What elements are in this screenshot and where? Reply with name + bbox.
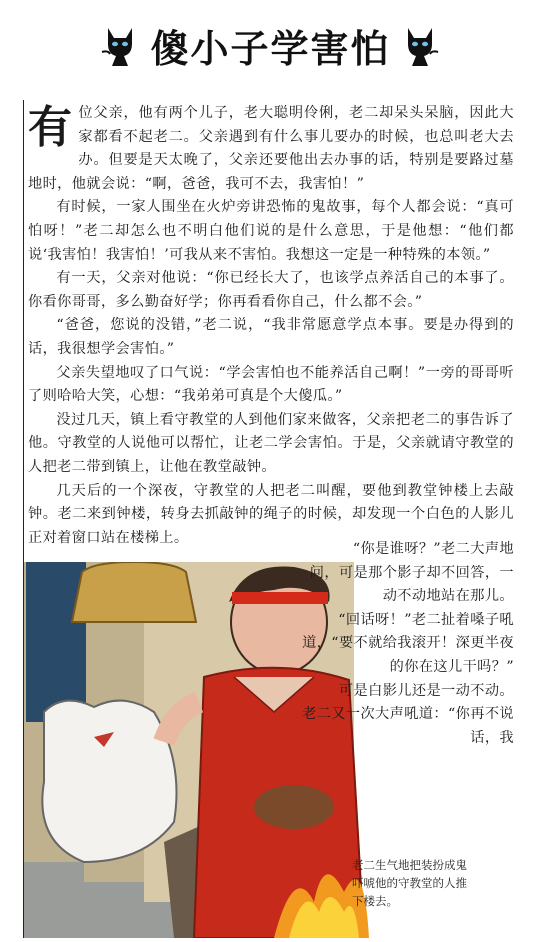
paragraph: 有位父亲，他有两个儿子，老大聪明伶俐，老二却呆头呆脑，因此大家都看不起老二。父亲遇到有什么事儿要办的时候，也总叫老大去办。但要是天太晚了，父亲还要他出去办事的话，特别是要路过墓地时，他就会说：“啊，爸爸，我可不去，我害怕！” <box>28 102 514 192</box>
side-paragraph: “你是谁呀？”老二大声地问，可是那个影子却不回答，一动不动地站在那儿。 <box>309 541 514 605</box>
black-cat-icon <box>398 22 442 68</box>
page-title: 傻小子学害怕 <box>150 27 391 71</box>
paragraph: 没过几天，镇上看守教堂的人到他们家来做客，父亲把老二的事告诉了他。守教堂的人说他可以帮忙，让老二学会害怕。于是，父亲就请守教堂的人把老二带到镇上，让他在教堂敲钟。 <box>28 411 514 475</box>
paragraph: 有时候，一家人围坐在火炉旁讲恐怖的鬼故事，每个人都会说：“真可怕呀！”老二却怎么也不明白他们说的是什么意思，于是他想：“他们都说‘我害怕！我害怕！’可我从来不害怕。我想这一定是一种特殊的本领。” <box>28 199 514 263</box>
side-paragraph: 可是白影儿还是一动不动。老二又一次大声吼道：“你再不说话，我 <box>302 682 514 746</box>
illustration-caption: 老二生气地把装扮成鬼吓唬他的守教堂的人推下楼去。 <box>352 858 467 908</box>
story-body <box>28 102 514 550</box>
side-paragraph: “回话呀！”老二扯着嗓子吼道，“要不就给我滚开！深更半夜的你在这儿干吗？” <box>302 611 514 675</box>
drop-cap: 有 <box>28 102 73 153</box>
paragraph: 父亲失望地叹了口气说：“学会害怕也不能养活自己啊！”一旁的哥哥听了则哈哈大笑，心想：“我弟弟可真是个大傻瓜。” <box>28 364 514 405</box>
paragraph: 几天后的一个深夜，守教堂的人把老二叫醒，要他到教堂钟楼上去敲钟。老二来到钟楼，转身去抓敲钟的绳子的时候，却发现一个白色的人影儿正对着窗口站在楼梯上。 <box>28 482 514 546</box>
paragraph: “爸爸，您说的没错，”老二说，“我非常愿意学点本事。要是办得到的话，我很想学会害怕。” <box>28 317 514 357</box>
page-header <box>0 0 541 88</box>
side-text <box>300 538 514 750</box>
paragraph: 有一天，父亲对他说：“你已经长大了，也该学点养活自己的本事了。你看你哥哥，多么勤奋好学；你再看看你自己，什么都不会。” <box>28 270 514 310</box>
